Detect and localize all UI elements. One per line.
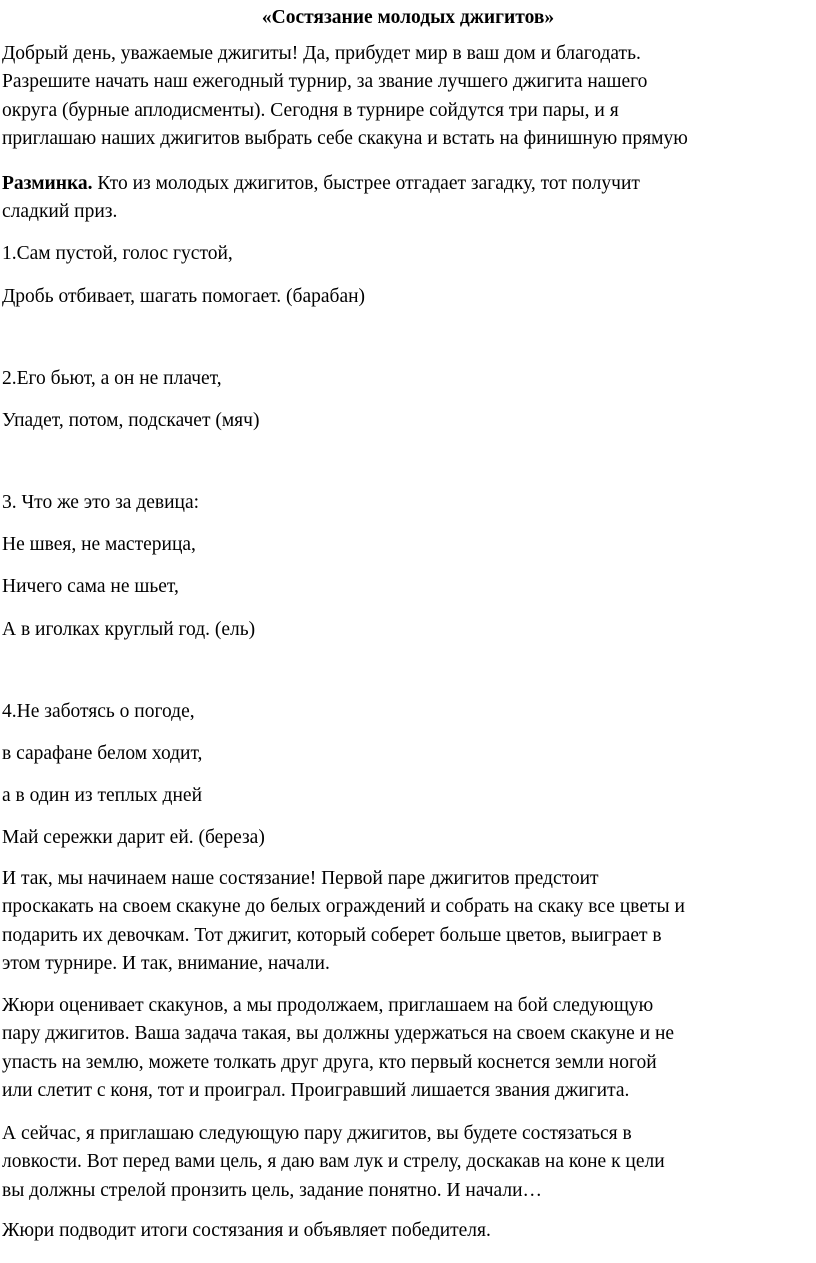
riddle-line: а в один из теплых дней (2, 785, 202, 806)
paragraph-line: или слетит с коня, тот и проиграл. Проигравший лишается звания джигита. (2, 1079, 630, 1101)
riddle-line: 3. Что же это за девица: (2, 492, 200, 513)
paragraph-line: И так, мы начинаем наше состязание! Первой паре джигитов предстоит (2, 868, 599, 889)
intro-line: округа (бурные аплодисменты). Сегодня в турнире сойдутся три пары, и я (2, 99, 619, 121)
intro-paragraph (2, 40, 814, 153)
riddle-line: А в иголках круглый год. (ель) (2, 619, 256, 640)
riddle-line: 1.Сам пустой, голос густой, (2, 243, 233, 264)
warmup-line: сладкий приз. (2, 201, 118, 223)
intro-line: приглашаю наших джигитов выбрать себе скакуна и встать на финишную прямую (2, 127, 688, 149)
warmup-paragraph (2, 170, 814, 227)
paragraph-line: ловкости. Вот перед вами цель, я даю вам лук и стрелу, доскакав на коне к цели (2, 1151, 665, 1173)
intro-line: Добрый день, уважаемые джигиты! Да, прибудет мир в ваш дом и благодать. (2, 43, 641, 64)
riddle-line: Не швея, не мастерица, (2, 534, 196, 555)
paragraph-line: А сейчас, я приглашаю следующую пару джигитов, вы будете состязаться в (2, 1123, 632, 1144)
paragraph-line: пару джигитов. Ваша задача такая, вы должны удержаться на своем скакуне и не (2, 1023, 675, 1045)
riddle-line: в сарафане белом ходит, (2, 743, 203, 764)
contest-three-paragraph (2, 1120, 814, 1205)
closing-line: Жюри подводит итоги состязания и объявляет победителя. (2, 1220, 491, 1241)
paragraph-line: упасть на землю, можете толкать друг друга, кто первый коснется земли ногой (2, 1051, 657, 1073)
riddle-line: 2.Его бьют, а он не плачет, (2, 368, 222, 389)
contest-one-paragraph (2, 865, 814, 978)
document-title: «Состязание молодых джигитов» (261, 7, 555, 28)
warmup-label: Разминка. (2, 173, 93, 194)
riddle-line: 4.Не заботясь о погоде, (2, 701, 195, 722)
paragraph-line: этом турнире. И так, внимание, начали. (2, 952, 330, 974)
paragraph-line: вы должны стрелой пронзить цель, задание понятно. И начали… (2, 1179, 543, 1201)
paragraph-line: проскакать на своем скакуне до белых ограждений и собрать на скаку все цветы и (2, 896, 685, 918)
warmup-line (2, 170, 814, 198)
riddle-line: Май сережки дарит ей. (береза) (2, 827, 265, 848)
riddle-line: Дробь отбивает, шагать помогает. (барабан) (2, 286, 366, 307)
intro-line: Разрешите начать наш ежегодный турнир, за звание лучшего джигита нашего (2, 71, 648, 93)
paragraph-line: Жюри оценивает скакунов, а мы продолжаем, приглашаем на бой следующую (2, 995, 654, 1016)
riddle-line: Упадет, потом, подскачет (мяч) (2, 410, 260, 431)
riddle-line: Ничего сама не шьет, (2, 576, 179, 597)
paragraph-line: подарить их девочкам. Тот джигит, который соберет больше цветов, выиграет в (2, 924, 662, 946)
warmup-text: Кто из молодых джигитов, быстрее отгадает загадку, тот получит (92, 173, 640, 194)
contest-two-paragraph (2, 992, 814, 1105)
